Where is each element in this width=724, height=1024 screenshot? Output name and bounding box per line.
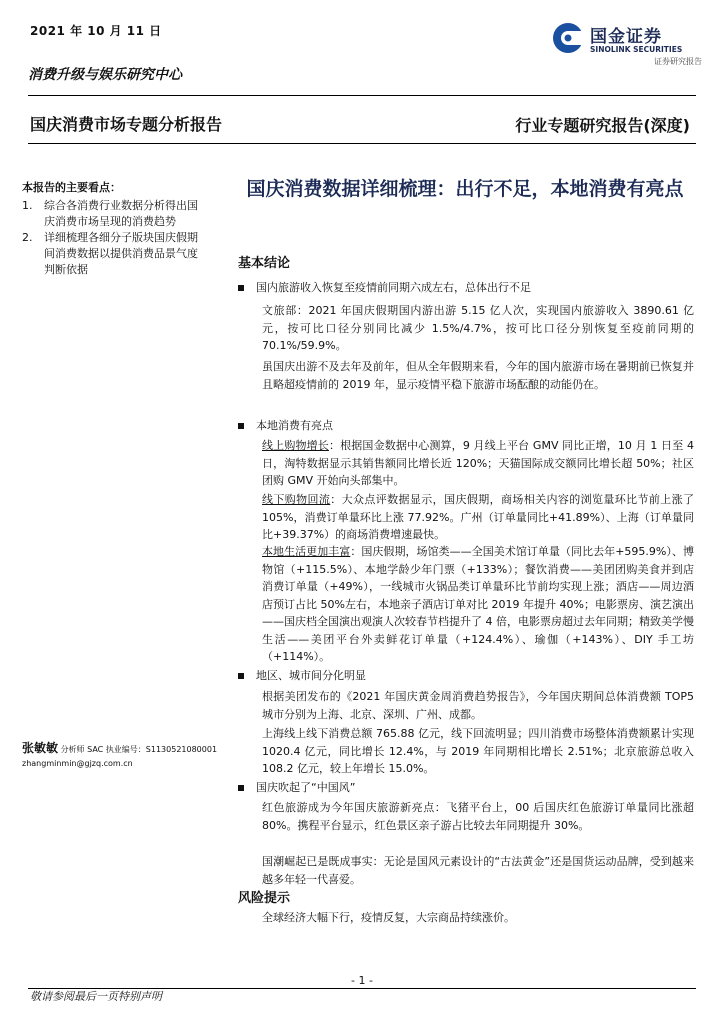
bullet-point [238, 667, 366, 683]
bullet-point [238, 779, 355, 795]
paragraph [262, 437, 694, 490]
risk-heading: 风险提示 [238, 891, 291, 906]
analyst-info [22, 741, 232, 771]
paragraph: 红色旅游成为今年国庆旅游新亮点：飞猪平台上，00 后国庆红色旅游订单量同比涨超 80%。携程平台显示，红色景区亲子游占比较去年同期提升 30%。 [262, 801, 694, 832]
list-item [22, 230, 204, 278]
paragraph-lead: 本地生活更加丰富 [262, 545, 351, 558]
header-divider-top [28, 95, 696, 96]
risk-text: 全球经济大幅下行，疫情反复，大宗商品持续涨价。 [262, 911, 515, 924]
analyst-cert: 分析师 SAC 执业编号：S1130521080001 [60, 745, 218, 754]
main-title: 国庆消费数据详细梳理：出行不足，本地消费有亮点 [246, 178, 684, 200]
sinolink-logo-icon [552, 22, 584, 54]
list-text: 综合各消费行业数据分析得出国庆消费市场呈现的消费趋势 [44, 199, 198, 228]
bullet-square-icon [238, 673, 244, 679]
report-title: 国庆消费市场专题分析报告 [30, 115, 223, 134]
logo-text-en: SINOLINK SECURITIES [590, 45, 683, 54]
tagline: 证券研究报告 [654, 57, 702, 66]
key-points-heading: 本报告的主要看点： [22, 181, 121, 194]
page-number: - 1 - [351, 974, 373, 987]
key-points-list [22, 198, 204, 278]
paragraph [262, 543, 694, 666]
header-divider-bottom [28, 143, 696, 144]
list-text: 详细梳理各细分子版块国庆假期间消费数据以提供消费品景气度判断依据 [44, 231, 198, 276]
bullet-square-icon [238, 423, 244, 429]
bullet-point [238, 417, 333, 433]
paragraph-lead: 线上购物增长 [262, 439, 329, 452]
paragraph: 上海线上线下消费总额 765.88 亿元，线下回流明显；四川消费市场整体消费额累计实现 1020.4 亿元，同比增长 12.4%，与 2019 年同期相比增长 2.51%；北京旅游总收入 108.2 亿元，较上年增长 15.0%。 [262, 727, 694, 775]
bullet-text: 地区、城市间分化明显 [256, 669, 366, 682]
bullet-text: 本地消费有亮点 [256, 419, 333, 432]
report-type: 行业专题研究报告(深度) [515, 116, 690, 135]
footer-disclaimer: 敬请参阅最后一页特别声明 [30, 990, 162, 1003]
conclusion-heading: 基本结论 [238, 256, 291, 271]
analyst-email[interactable]: zhangminmin@gjzq.com.cn [22, 759, 133, 768]
paragraph-lead: 线下购物回流 [262, 493, 331, 506]
list-item [22, 198, 204, 230]
paragraph-body: ：大众点评数据显示，国庆假期，商场相关内容的浏览量环比节前上涨了 105%，消费订单量环比上涨 77.92%。广州（订单量同比+41.89%）、上海（订单量同比+39.37%）的商场消费增速最快。 [262, 493, 695, 541]
list-number: 1. [22, 199, 33, 212]
paragraph: 根据美团发布的《2021 年国庆黄金周消费趋势报告》，今年国庆期间总体消费额 TOP5 城市分别为上海、北京、深圳、广州、成都。 [262, 690, 694, 721]
report-date: 2021 年 10 月 11 日 [30, 24, 162, 38]
bullet-square-icon [238, 285, 244, 291]
paragraph-body: ：根据国金数据中心测算，9 月线上平台 GMV 同比正增，10 月 1 日至 4 日，淘特数据显示其销售额同比增长近 120%；天猫国际成交额同比增长超 50%；社区团购 GMV 开始向头部集中。 [262, 439, 694, 487]
paragraph: 虽国庆出游不及去年及前年，但从全年假期来看，今年的国内旅游市场在暑期前已恢复并且略超疫情前的 2019 年，显示疫情平稳下旅游市场酝酿的动能仍在。 [262, 360, 694, 391]
analyst-name: 张敏敏 [22, 741, 59, 755]
list-number: 2. [22, 231, 33, 244]
paragraph: 国潮崛起已是既成事实：无论是国风元素设计的“古法黄金”还是国货运动品牌，受到越来越多年轻一代喜爱。 [262, 855, 694, 886]
bullet-text: 国庆吹起了“中国风” [256, 781, 356, 794]
paragraph-body: ：国庆假期，场馆类——全国美术馆订单量（同比去年+595.9%）、博物馆（+115.5%）、本地学龄少年门票（+133%）；餐饮消费——美团团购美食并到店消费订单量（+49%），一线城市火锅品类订单量环比节前均实现上涨；酒店——周边酒店预订占比 50%左右，本地亲子酒店订单对比 2019 年提升 40%；电影票房、演艺演出——国庆档全国演出观演人次较春节档提升了 4 倍，电影票房超过去年同期；精致美学慢生活——美团平台外卖鲜花订单量（+124.4%）、瑜伽（+143%）、DIY 手工坊（+114%）。 [262, 545, 694, 663]
research-center: 消费升级与娱乐研究中心 [28, 67, 182, 83]
key-points-sidebar [22, 180, 204, 278]
paragraph [262, 491, 694, 544]
paragraph: 文旅部：2021 年国庆假期国内游出游 5.15 亿人次，实现国内旅游收入 3890.61 亿元，按可比口径分别同比减少 1.5%/4.7%，按可比口径分别恢复至疫前同期的 70.1%/59.9%。 [262, 304, 694, 352]
bullet-square-icon [238, 785, 244, 791]
bullet-point [238, 279, 531, 295]
logo-text-cn: 国金证券 [590, 27, 662, 47]
bullet-text: 国内旅游收入恢复至疫情前同期六成左右，总体出行不足 [256, 281, 531, 294]
